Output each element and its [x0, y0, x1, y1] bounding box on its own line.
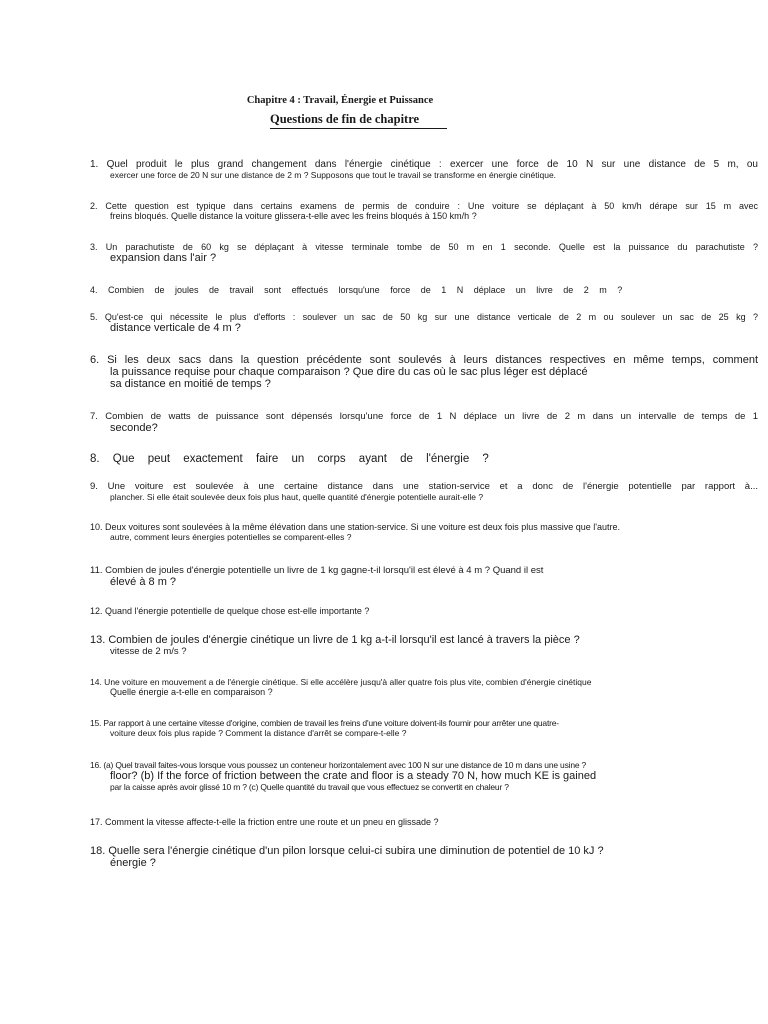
- page-subtitle: Questions de fin de chapitre: [270, 112, 447, 129]
- question-1: 1. Quel produit le plus grand changement dans l'énergie cinétique : exercer une force de 10 N sur une distance de 5 m, ou exercer une force de 20 N sur une distance de 2 m ? Supposons que tout le travail se transforme en énergie cinétique.: [90, 159, 758, 180]
- question-4: 4. Combien de joules de travail sont effectués lorsqu'une force de 1 N déplace un livre de 2 m ?: [90, 285, 623, 295]
- question-2: 2. Cette question est typique dans certains examens de permis de conduire : Une voiture se déplaçant à 50 km/h dérape sur 15 m avec freins bloqués. Quelle distance la voiture glissera-t-elle avec les freins bloqués à 150 km/h ?: [90, 201, 758, 221]
- question-9: 9. Une voiture est soulevée à une certaine distance dans une station-service et a donc de l'énergie potentielle par rapport à... plancher. Si elle était soulevée deux fois plus haut, quelle quantité d'énergie potentielle aurait-elle ?: [90, 481, 758, 502]
- question-12: 12. Quand l'énergie potentielle de quelque chose est-elle importante ?: [90, 606, 370, 616]
- chapter-title: Chapitre 4 : Travail, Énergie et Puissance: [246, 95, 434, 106]
- question-13: 13. Combien de joules d'énergie cinétique un livre de 1 kg a-t-il lorsqu'il est lancé à travers la pièce ? vitesse de 2 m/s ?: [90, 634, 580, 657]
- question-5: 5. Qu'est-ce qui nécessite le plus d'efforts : soulever un sac de 50 kg sur une distance verticale de 2 m ou soulever un sac de 25 kg ? distance verticale de 4 m ?: [90, 312, 758, 334]
- question-6: 6. Si les deux sacs dans la question précédente sont soulevés à leurs distances respectives en même temps, comment la puissance requise pour chaque comparaison ? Que dire du cas où le sac plus léger est déplacé sa distance en moitié de temps ?: [90, 354, 758, 390]
- question-10: 10. Deux voitures sont soulevées à la même élévation dans une station-service. Si une voiture est deux fois plus massive que l'autre. autre, comment leurs énergies potentielles se comparent-elles ?: [90, 522, 621, 542]
- question-17: 17. Comment la vitesse affecte-t-elle la friction entre une route et un pneu en glissade ?: [90, 817, 439, 827]
- question-16: 16. (a) Quel travail faites-vous lorsque vous poussez un conteneur horizontalement avec 100 N sur une distance de 10 m dans une usine ? floor? (b) If the force of friction between the crate and floor is a steady 70 N, how much KE is gained par la caisse après avoir glissé 10 m ? (c) Quelle quantité du travail que vous effectuez se convertit en chaleur ?: [90, 760, 597, 792]
- question-14: 14. Une voiture en mouvement a de l'énergie cinétique. Si elle accélère jusqu'à aller quatre fois plus vite, combien d'énergie cinétique Quelle énergie a-t-elle en comparaison ?: [90, 677, 592, 697]
- question-15: 15. Par rapport à une certaine vitesse d'origine, combien de travail les freins d'une voiture doivent-ils fournir pour arrêter une quatre- voiture deux fois plus rapide ? Comment la distance d'arrêt se compare-t-elle ?: [90, 718, 559, 738]
- question-8: 8. Que peut exactement faire un corps ayant de l'énergie ?: [90, 453, 489, 465]
- question-18: 18. Quelle sera l'énergie cinétique d'un pilon lorsque celui-ci subira une diminution de potentiel de 10 kJ ? énergie ?: [90, 845, 604, 869]
- question-3: 3. Un parachutiste de 60 kg se déplaçant à vitesse terminale tombe de 50 m en 1 seconde. Quelle est la puissance du parachutiste ? expansion dans l'air ?: [90, 242, 758, 264]
- question-7: 7. Combien de watts de puissance sont dépensés lorsqu'une force de 1 N déplace un livre de 2 m dans un intervalle de temps de 1 seconde?: [90, 411, 758, 434]
- question-11: 11. Combien de joules d'énergie potentielle un livre de 1 kg gagne-t-il lorsqu'il est élevé à 4 m ? Quand il est élevé à 8 m ?: [90, 565, 544, 588]
